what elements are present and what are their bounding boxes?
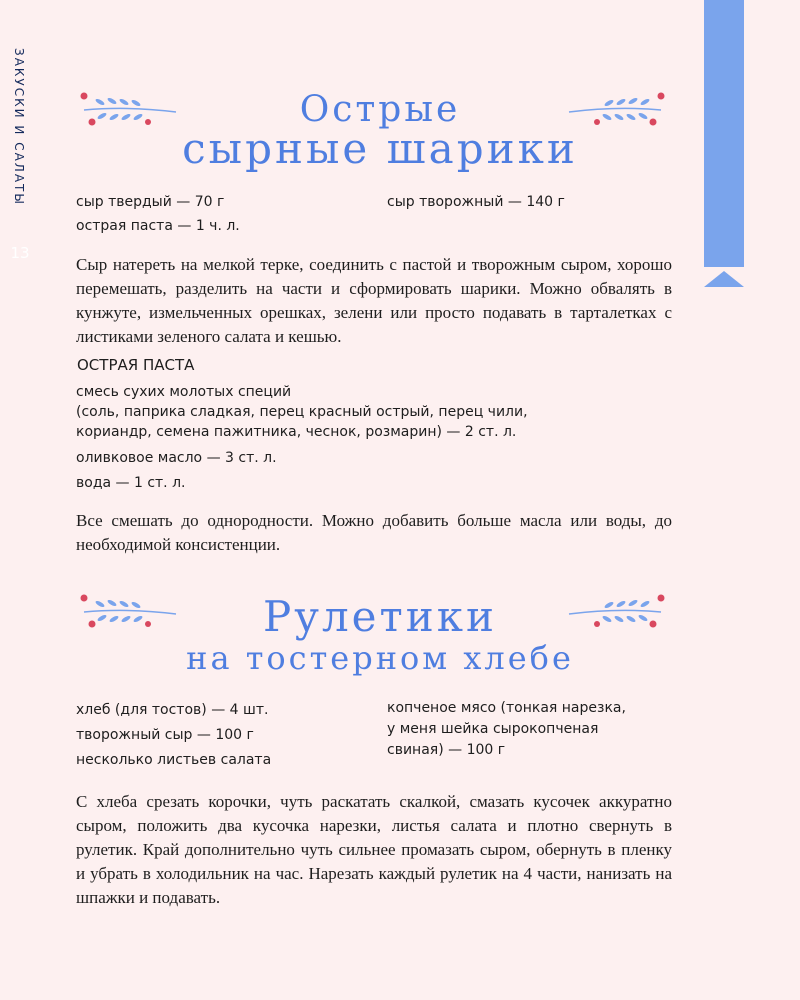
ingredient-item: копченое мясо (тонкая нарезка, xyxy=(387,700,626,716)
subrecipe-method: Все смешать до однородности. Можно добавить больше масла или воды, до необходимой консистенции. xyxy=(76,511,672,554)
ingredient-item: оливковое масло — 3 ст. л. xyxy=(76,450,277,466)
subrecipe-title: ОСТРАЯ ПАСТА xyxy=(77,356,195,374)
ingredient-item: острая паста — 1 ч. л. xyxy=(76,218,240,234)
recipe1-title-line2: сырные шарики xyxy=(182,124,578,173)
ingredient-item: (соль, паприка сладкая, перец красный острый, перец чили, xyxy=(76,404,528,420)
ingredient-item: свиная) — 100 г xyxy=(387,742,506,758)
ingredient-item: кориандр, семена пажитника, чеснок, розмарин) — 2 ст. л. xyxy=(76,424,517,440)
ingredient-item: сыр творожный — 140 г xyxy=(387,194,565,210)
ingredient-item: вода — 1 ст. л. xyxy=(76,475,186,491)
recipe2-title-line2: на тостерном хлебе xyxy=(186,639,574,677)
tab-notch xyxy=(704,267,744,287)
recipe1-method: Сыр натереть на мелкой терке, соединить с пастой и творожным сыром, хорошо перемешать, разделить на части и сформировать шарики. Можно обвалять в кунжуте, измельченных орешках, зелени или просто подавать в тарталетках с листиками зеленого салата и кешью. xyxy=(76,255,672,346)
ingredient-item: сыр твердый — 70 г xyxy=(76,194,225,210)
recipe2-title-line1: Рулетики xyxy=(263,592,497,641)
section-title: ЗАКУСКИ И САЛАТЫ xyxy=(12,48,26,206)
ingredient-item: творожный сыр — 100 г xyxy=(76,727,254,743)
ingredient-item: смесь сухих молотых специй xyxy=(76,384,292,400)
section-tab xyxy=(704,0,744,287)
ingredient-item: несколько листьев салата xyxy=(76,752,272,768)
page-number: 13 xyxy=(10,244,30,262)
ingredient-item: хлеб (для тостов) — 4 шт. xyxy=(76,702,269,718)
ingredient-item: у меня шейка сырокопченая xyxy=(387,721,599,737)
recipe1-title-line1: Острые xyxy=(299,89,461,130)
recipe2-method: С хлеба срезать корочки, чуть раскатать скалкой, смазать кусочек аккуратно сыром, положить два кусочка нарезки, листья салата и плотно свернуть в рулетик. Край дополнительно чуть сильнее промазать сыром, обернуть в пленку и убрать в холодильник на час. Нарезать каждый рулетик на 4 части, нанизать на шпажки и подавать. xyxy=(76,792,672,907)
